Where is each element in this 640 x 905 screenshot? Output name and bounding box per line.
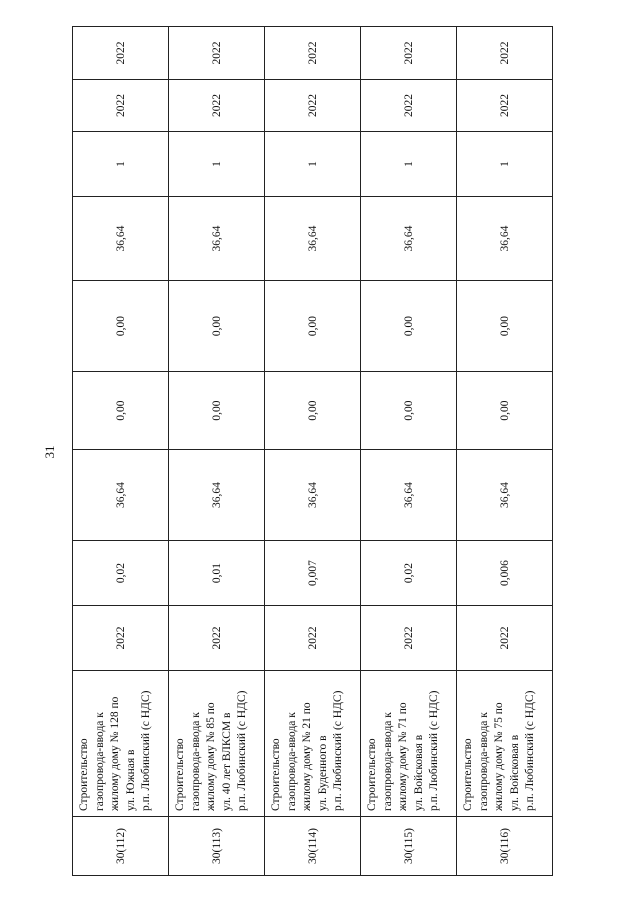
cell-year-mid: 2022 (169, 80, 265, 132)
cell-year-end: 2022 (457, 27, 553, 80)
cell-count: 1 (361, 132, 457, 197)
cell-count: 1 (265, 132, 361, 197)
cell-cost-total: 36,64 (457, 450, 553, 541)
cell-cost-c: 36,64 (457, 197, 553, 281)
cell-cost-b: 0,00 (361, 281, 457, 372)
cell-year-start: 2022 (265, 606, 361, 671)
cell-length: 0,02 (361, 541, 457, 606)
table-row (361, 27, 457, 876)
cell-name: Строительство газопровода-ввода к жилому дому № 75 по ул. Войсковая в р.п. Любинский (с НДС) (457, 671, 553, 817)
cell-year-mid: 2022 (73, 80, 169, 132)
cell-cost-total: 36,64 (73, 450, 169, 541)
page-number: 31 (42, 445, 57, 459)
cell-year-start: 2022 (457, 606, 553, 671)
table-row (265, 27, 361, 876)
cell-cost-a: 0,00 (169, 372, 265, 450)
cell-id: 30(114) (265, 817, 361, 876)
cell-cost-total: 36,64 (169, 450, 265, 541)
cell-id: 30(112) (73, 817, 169, 876)
cell-cost-c: 36,64 (265, 197, 361, 281)
cell-cost-a: 0,00 (73, 372, 169, 450)
cell-cost-c: 36,64 (361, 197, 457, 281)
cell-cost-b: 0,00 (73, 281, 169, 372)
table-body (73, 27, 553, 876)
cell-name: Строительство газопровода-ввода к жилому дому № 85 по ул. 40 лет ВЛКСМ в р.п. Любинский (с НДС) (169, 671, 265, 817)
cell-year-mid: 2022 (265, 80, 361, 132)
cell-count: 1 (457, 132, 553, 197)
cell-year-end: 2022 (361, 27, 457, 80)
cell-name: Строительство газопровода-ввода к жилому дому № 128 по ул. Южная в р.п. Любинский (с НДС) (73, 671, 169, 817)
table-row (457, 27, 553, 876)
cell-year-end: 2022 (73, 27, 169, 80)
cell-cost-c: 36,64 (169, 197, 265, 281)
cell-year-start: 2022 (169, 606, 265, 671)
table-wrapper (72, 27, 553, 876)
cell-cost-b: 0,00 (265, 281, 361, 372)
cell-length: 0,007 (265, 541, 361, 606)
cell-cost-b: 0,00 (169, 281, 265, 372)
cell-year-start: 2022 (361, 606, 457, 671)
cell-cost-total: 36,64 (361, 450, 457, 541)
cell-year-mid: 2022 (457, 80, 553, 132)
cell-cost-a: 0,00 (361, 372, 457, 450)
data-table (72, 26, 553, 876)
cell-year-mid: 2022 (361, 80, 457, 132)
cell-cost-total: 36,64 (265, 450, 361, 541)
table-row (73, 27, 169, 876)
cell-id: 30(116) (457, 817, 553, 876)
cell-year-end: 2022 (265, 27, 361, 80)
table-row (169, 27, 265, 876)
cell-cost-a: 0,00 (457, 372, 553, 450)
cell-count: 1 (73, 132, 169, 197)
rotated-table-area (72, 27, 553, 876)
cell-cost-b: 0,00 (457, 281, 553, 372)
cell-name: Строительство газопровода-ввода к жилому дому № 71 по ул. Войсковая в р.п. Любинский (с НДС) (361, 671, 457, 817)
cell-length: 0,02 (73, 541, 169, 606)
cell-length: 0,006 (457, 541, 553, 606)
cell-cost-c: 36,64 (73, 197, 169, 281)
cell-count: 1 (169, 132, 265, 197)
cell-id: 30(113) (169, 817, 265, 876)
cell-cost-a: 0,00 (265, 372, 361, 450)
cell-year-start: 2022 (73, 606, 169, 671)
cell-year-end: 2022 (169, 27, 265, 80)
cell-name: Строительство газопровода-ввода к жилому дому № 21 по ул. Буденного в р.п. Любинский (с НДС) (265, 671, 361, 817)
cell-id: 30(115) (361, 817, 457, 876)
cell-length: 0,01 (169, 541, 265, 606)
